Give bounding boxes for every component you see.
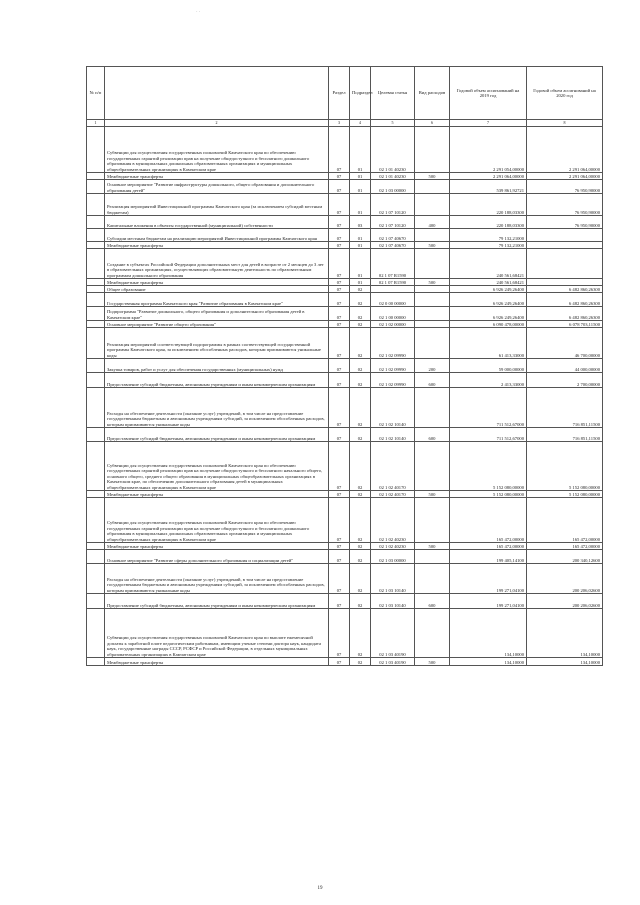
row-target-article: 02 1 03 40190 (371, 658, 415, 666)
row-number (87, 242, 105, 249)
row-section: 07 (329, 194, 350, 216)
header-year-2020: Годовой объем ассигнований на 2020 год (527, 67, 603, 120)
row-amount-2019: 5 152 080,00000 (450, 442, 527, 491)
row-amount-2020 (527, 242, 603, 249)
row-subsection: 02 (350, 293, 371, 307)
row-number (87, 307, 105, 321)
row-amount-2020: 5 152 080,00000 (527, 442, 603, 491)
row-amount-2019: 5 152 080,00000 (450, 491, 527, 498)
row-expense-type: 500 (415, 279, 450, 286)
row-amount-2020: 6 482 860,26300 (527, 307, 603, 321)
row-expense-type (415, 249, 450, 279)
row-target-article: 02 1 07 40670 (371, 242, 415, 249)
index-cell: 5 (371, 120, 415, 127)
row-name: Общее образование (105, 286, 329, 293)
row-expense-type: 600 (415, 428, 450, 442)
row-name: Субвенции для осуществления государственных полномочий Камчатского края по выплате ежемесячной доплаты к заработной плате педагогическим работникам, имеющим ученые степени доктора наук, кандидата наук, государственные награды СССР, РСФСР и Российской Федерации, в отдельных муниципальных образовательных организациях в Камчатском крае (105, 609, 329, 658)
row-target-article: 02 1 02 40170 (371, 442, 415, 491)
row-section: 07 (329, 373, 350, 388)
row-expense-type: 600 (415, 373, 450, 388)
row-expense-type (415, 550, 450, 564)
row-amount-2019: 240 561,68421 (450, 249, 527, 279)
row-subsection: 02 (350, 594, 371, 609)
row-number (87, 194, 105, 216)
row-amount-2019: 134,10000 (450, 609, 527, 658)
row-amount-2020 (527, 279, 603, 286)
table-row (87, 359, 603, 373)
row-amount-2019: 134,10000 (450, 658, 527, 666)
row-amount-2019: 539 861,92721 (450, 180, 527, 194)
table-row (87, 328, 603, 359)
row-target-article: 02 1 00 00000 (371, 307, 415, 321)
row-expense-type (415, 293, 450, 307)
row-expense-type: 500 (415, 543, 450, 550)
index-cell: 7 (450, 120, 527, 127)
header-subsection: Подраздел (350, 67, 371, 120)
table-row (87, 658, 603, 666)
row-name: Основное мероприятие "Развитие сферы дополнительного образования и социализации детей" (105, 550, 329, 564)
row-section: 07 (329, 550, 350, 564)
row-target-article: 02 1 02 40230 (371, 498, 415, 543)
row-target-article: 02 1 01 40230 (371, 127, 415, 173)
table-row (87, 564, 603, 594)
header-target-article: Целевая статья (371, 67, 415, 120)
row-amount-2019: 199 271,04100 (450, 564, 527, 594)
row-amount-2020: 165 472,00000 (527, 498, 603, 543)
row-section: 07 (329, 321, 350, 328)
row-amount-2019: 59 000,00000 (450, 359, 527, 373)
row-expense-type: 500 (415, 491, 450, 498)
row-target-article: 02 1 02 09990 (371, 328, 415, 359)
row-subsection: 02 (350, 564, 371, 594)
row-name: Капитальные вложения в объекты государственной (муниципальной) собственности (105, 216, 329, 229)
column-index-row (87, 120, 603, 127)
row-name: Межбюджетные трансферты (105, 242, 329, 249)
row-number (87, 180, 105, 194)
index-cell: 2 (105, 120, 329, 127)
row-section: 07 (329, 328, 350, 359)
row-amount-2020: 2 291 064,00000 (527, 173, 603, 180)
row-subsection: 03 (350, 216, 371, 229)
row-name: Основное мероприятие "Развитие общего образования" (105, 321, 329, 328)
row-section: 07 (329, 293, 350, 307)
header-section: Раздел (329, 67, 350, 120)
row-amount-2019: 711 512,67000 (450, 428, 527, 442)
table-row (87, 373, 603, 388)
row-subsection: 02 (350, 550, 371, 564)
table-row (87, 242, 603, 249)
row-expense-type (415, 498, 450, 543)
row-amount-2020: 46 700,00000 (527, 328, 603, 359)
row-amount-2020 (527, 249, 603, 279)
row-subsection: 02 (350, 428, 371, 442)
row-number (87, 286, 105, 293)
row-amount-2019: 199 405,14100 (450, 550, 527, 564)
row-amount-2020: 5 152 080,00000 (527, 491, 603, 498)
row-amount-2020: 44 000,00000 (527, 359, 603, 373)
row-name: Предоставление субсидий бюджетным, автономным учреждениям и иным некоммерческим организациям (105, 373, 329, 388)
row-target-article: 02 1 02 00000 (371, 321, 415, 328)
row-number (87, 321, 105, 328)
row-target-article: 02 1 03 10140 (371, 564, 415, 594)
header-num: № п/п (87, 67, 105, 120)
row-target-article: 02 1 01 40230 (371, 173, 415, 180)
row-expense-type: 400 (415, 216, 450, 229)
table-row (87, 173, 603, 180)
row-number (87, 229, 105, 242)
scan-mark: · · (196, 10, 201, 15)
row-amount-2020: 200 340,12600 (527, 550, 603, 564)
row-target-article: 02 1 07 R1590 (371, 279, 415, 286)
row-subsection: 01 (350, 173, 371, 180)
header-expense-type: Вид расходов (415, 67, 450, 120)
row-target-article: 02 0 00 00000 (371, 293, 415, 307)
row-name: Субвенции для осуществления государственных полномочий Камчатского края по обеспечению государственных гарантий реализации прав на получение общедоступного и бесплатного дошкольного образования в муниципальных дошкольных образовательных организациях и муниципальных общеобразовательных организациях в Камчатском крае (105, 498, 329, 543)
row-expense-type (415, 127, 450, 173)
index-cell: 4 (350, 120, 371, 127)
page-number: 19 (317, 886, 323, 891)
row-subsection: 01 (350, 249, 371, 279)
row-name: Межбюджетные трансферты (105, 658, 329, 666)
row-target-article: 02 1 02 10140 (371, 388, 415, 428)
row-section: 07 (329, 658, 350, 666)
row-amount-2019: 79 132,21000 (450, 229, 527, 242)
row-amount-2019: 165 472,00000 (450, 498, 527, 543)
row-amount-2019: 6 926 249,26400 (450, 293, 527, 307)
row-name: Субвенции для осуществления государственных полномочий Камчатского края по обеспечению государственных гарантий реализации прав на получение общедоступного и бесплатного начального общего, основного общего, среднего общего образования в муниципальных общеобразовательных организациях в Камчатском крае, по обеспечению дополнительного образования детей в муниципальных общеобразовательных организациях в Камчатском крае (105, 442, 329, 491)
row-amount-2020: 76 950,90000 (527, 216, 603, 229)
table-row (87, 286, 603, 293)
table-row (87, 491, 603, 498)
row-name: Предоставление субсидий бюджетным, автономным учреждениям и иным некоммерческим организациям (105, 428, 329, 442)
row-expense-type (415, 229, 450, 242)
row-target-article: 02 1 02 40230 (371, 543, 415, 550)
row-name: Реализация мероприятий Инвестиционной программы Камчатского края (за исключением субсидий местным бюджетам) (105, 194, 329, 216)
row-subsection: 01 (350, 127, 371, 173)
row-name: Субсидии местным бюджетам на реализацию мероприятий Инвестиционной программы Камчатского края (105, 229, 329, 242)
row-amount-2019: 165 472,00000 (450, 543, 527, 550)
table-row (87, 307, 603, 321)
row-amount-2019: 240 561,68421 (450, 279, 527, 286)
row-subsection: 02 (350, 442, 371, 491)
row-target-article: 02 1 02 09990 (371, 373, 415, 388)
row-amount-2020: 6 482 860,26300 (527, 293, 603, 307)
row-amount-2019: 220 188,03300 (450, 194, 527, 216)
row-name: Субвенции для осуществления государственных полномочий Камчатского края по обеспечению государственных гарантий реализации прав на получение общедоступного и бесплатного дошкольного образования в муниципальных дошкольных образовательных организациях и муниципальных общеобразовательных организациях в Камчатском крае (105, 127, 329, 173)
row-name: Закупка товаров, работ и услуг для обеспечения государственных (муниципальных) нужд (105, 359, 329, 373)
row-section: 07 (329, 594, 350, 609)
row-amount-2019: 199 271,04100 (450, 594, 527, 609)
row-number (87, 491, 105, 498)
row-expense-type: 500 (415, 658, 450, 666)
row-expense-type (415, 564, 450, 594)
row-number (87, 498, 105, 543)
row-expense-type: 500 (415, 173, 450, 180)
row-number (87, 388, 105, 428)
row-subsection: 02 (350, 498, 371, 543)
row-subsection: 01 (350, 194, 371, 216)
row-number (87, 249, 105, 279)
table-row (87, 279, 603, 286)
row-amount-2019: 6 926 249,26400 (450, 286, 527, 293)
row-subsection: 02 (350, 286, 371, 293)
row-section: 07 (329, 442, 350, 491)
row-name: Предоставление субсидий бюджетным, автономным учреждениям и иным некоммерческим организациям (105, 594, 329, 609)
row-expense-type (415, 286, 450, 293)
row-name: Создание в субъектах Российской Федерации дополнительных мест для детей в возрасте от 2 месяцев до 3 лет в образовательных организациях, осуществляющих образовательную деятельность по образовательным программам дошкольного образования (105, 249, 329, 279)
budget-table (86, 66, 603, 666)
table-body (87, 127, 603, 666)
row-section: 07 (329, 180, 350, 194)
table-header-row (87, 67, 603, 120)
row-number (87, 550, 105, 564)
row-target-article: 02 1 02 09990 (371, 359, 415, 373)
index-cell: 1 (87, 120, 105, 127)
row-target-article: 02 1 07 40670 (371, 229, 415, 242)
row-number (87, 594, 105, 609)
row-section: 07 (329, 359, 350, 373)
table-row (87, 388, 603, 428)
row-target-article: 02 1 07 10120 (371, 194, 415, 216)
row-section: 07 (329, 229, 350, 242)
row-target-article (371, 286, 415, 293)
table-row (87, 321, 603, 328)
row-name: Основное мероприятие "Развитие инфраструктуры дошкольного, общего образования и дополнительного образования детей" (105, 180, 329, 194)
row-amount-2020: 200 206,02600 (527, 594, 603, 609)
row-target-article: 02 1 07 10120 (371, 216, 415, 229)
row-amount-2020: 6 078 703,11500 (527, 321, 603, 328)
table-row (87, 293, 603, 307)
table-row (87, 216, 603, 229)
row-expense-type: 200 (415, 359, 450, 373)
table-row (87, 127, 603, 173)
row-number (87, 173, 105, 180)
row-target-article: 02 1 03 00000 (371, 180, 415, 194)
row-number (87, 216, 105, 229)
index-cell: 6 (415, 120, 450, 127)
row-amount-2020: 716 851,11500 (527, 388, 603, 428)
row-amount-2020: 6 482 860,26300 (527, 286, 603, 293)
row-amount-2019: 79 132,21000 (450, 242, 527, 249)
row-name: Подпрограмма "Развитие дошкольного, общего образования и дополнительного образования детей в Камчатском крае" (105, 307, 329, 321)
row-amount-2020 (527, 229, 603, 242)
table-row (87, 594, 603, 609)
row-expense-type (415, 307, 450, 321)
row-amount-2020: 2 700,00000 (527, 373, 603, 388)
row-section: 07 (329, 279, 350, 286)
row-expense-type (415, 388, 450, 428)
row-target-article: 02 1 02 40170 (371, 491, 415, 498)
row-section: 07 (329, 173, 350, 180)
row-subsection: 01 (350, 279, 371, 286)
row-number (87, 373, 105, 388)
row-section: 07 (329, 216, 350, 229)
row-name: Государственная программа Камчатского края "Развитие образования в Камчатском крае" (105, 293, 329, 307)
row-section: 07 (329, 307, 350, 321)
row-section: 07 (329, 564, 350, 594)
row-subsection: 01 (350, 180, 371, 194)
header-name (105, 67, 329, 120)
table-row (87, 498, 603, 543)
row-section: 07 (329, 428, 350, 442)
row-amount-2019: 6 090 478,00000 (450, 321, 527, 328)
row-amount-2019: 6 926 249,26400 (450, 307, 527, 321)
row-number (87, 609, 105, 658)
row-name: Расходы на обеспечение деятельности (оказание услуг) учреждений, в том числе на предоставление государственным бюджетным и автономным учреждениям субсидий, за исключением обособленных расходов, которым присваиваются уникальные коды (105, 388, 329, 428)
row-section: 07 (329, 609, 350, 658)
table-row (87, 229, 603, 242)
row-number (87, 543, 105, 550)
row-expense-type (415, 442, 450, 491)
row-name: Реализация мероприятий соответствующей подпрограммы в рамках соответствующей государственной программы Камчатского края, за исключением обособленных расходов, которым присваиваются уникальные коды (105, 328, 329, 359)
row-expense-type: 500 (415, 242, 450, 249)
row-name: Межбюджетные трансферты (105, 173, 329, 180)
row-amount-2019: 61 413,33000 (450, 328, 527, 359)
row-number (87, 428, 105, 442)
row-amount-2020: 76 950,90000 (527, 194, 603, 216)
table-row (87, 180, 603, 194)
row-amount-2019: 2 413,33000 (450, 373, 527, 388)
row-amount-2020: 200 206,02600 (527, 564, 603, 594)
row-name: Межбюджетные трансферты (105, 543, 329, 550)
row-subsection: 02 (350, 307, 371, 321)
table-row (87, 249, 603, 279)
row-subsection: 02 (350, 543, 371, 550)
row-amount-2020: 134,10000 (527, 609, 603, 658)
row-section: 07 (329, 242, 350, 249)
row-amount-2019: 711 512,67000 (450, 388, 527, 428)
row-target-article: 02 1 07 R1590 (371, 249, 415, 279)
row-subsection: 01 (350, 242, 371, 249)
row-subsection: 02 (350, 388, 371, 428)
row-section: 07 (329, 491, 350, 498)
row-amount-2020: 165 472,00000 (527, 543, 603, 550)
row-number (87, 658, 105, 666)
row-expense-type (415, 609, 450, 658)
row-section: 07 (329, 127, 350, 173)
row-amount-2020: 716 851,11500 (527, 428, 603, 442)
row-section: 07 (329, 249, 350, 279)
row-section: 07 (329, 286, 350, 293)
row-name: Расходы на обеспечение деятельности (оказание услуг) учреждений, в том числе на предоставление государственным бюджетным и автономным учреждениям субсидий, за исключением обособленных расходов, которым присваиваются уникальные коды (105, 564, 329, 594)
table-row (87, 194, 603, 216)
row-target-article: 02 1 03 40190 (371, 609, 415, 658)
row-number (87, 293, 105, 307)
row-number (87, 359, 105, 373)
row-target-article: 02 1 03 10140 (371, 594, 415, 609)
table-row (87, 543, 603, 550)
row-section: 07 (329, 543, 350, 550)
row-number (87, 328, 105, 359)
table-row (87, 609, 603, 658)
row-target-article: 02 1 02 10140 (371, 428, 415, 442)
row-subsection: 02 (350, 658, 371, 666)
row-amount-2020: 2 291 064,00000 (527, 127, 603, 173)
row-name: Межбюджетные трансферты (105, 279, 329, 286)
row-subsection: 01 (350, 229, 371, 242)
row-subsection: 02 (350, 609, 371, 658)
row-amount-2020: 134,10000 (527, 658, 603, 666)
row-amount-2019: 220 188,03300 (450, 216, 527, 229)
row-number (87, 442, 105, 491)
row-expense-type (415, 328, 450, 359)
header-year-2019: Годовой объем ассигнований на 2019 год (450, 67, 527, 120)
row-expense-type (415, 180, 450, 194)
table-row (87, 442, 603, 491)
row-section: 07 (329, 498, 350, 543)
index-cell: 8 (527, 120, 603, 127)
row-name: Межбюджетные трансферты (105, 491, 329, 498)
row-amount-2019: 2 291 054,00000 (450, 127, 527, 173)
row-number (87, 279, 105, 286)
row-subsection: 02 (350, 373, 371, 388)
table-row (87, 550, 603, 564)
row-target-article: 02 1 03 00000 (371, 550, 415, 564)
index-cell: 3 (329, 120, 350, 127)
row-section: 07 (329, 388, 350, 428)
row-expense-type (415, 321, 450, 328)
row-amount-2020: 76 950,90000 (527, 180, 603, 194)
row-subsection: 02 (350, 328, 371, 359)
row-number (87, 127, 105, 173)
row-subsection: 02 (350, 321, 371, 328)
row-expense-type (415, 194, 450, 216)
row-subsection: 02 (350, 491, 371, 498)
table-row (87, 428, 603, 442)
row-amount-2019: 2 291 064,00000 (450, 173, 527, 180)
row-expense-type: 600 (415, 594, 450, 609)
row-number (87, 564, 105, 594)
row-subsection: 02 (350, 359, 371, 373)
